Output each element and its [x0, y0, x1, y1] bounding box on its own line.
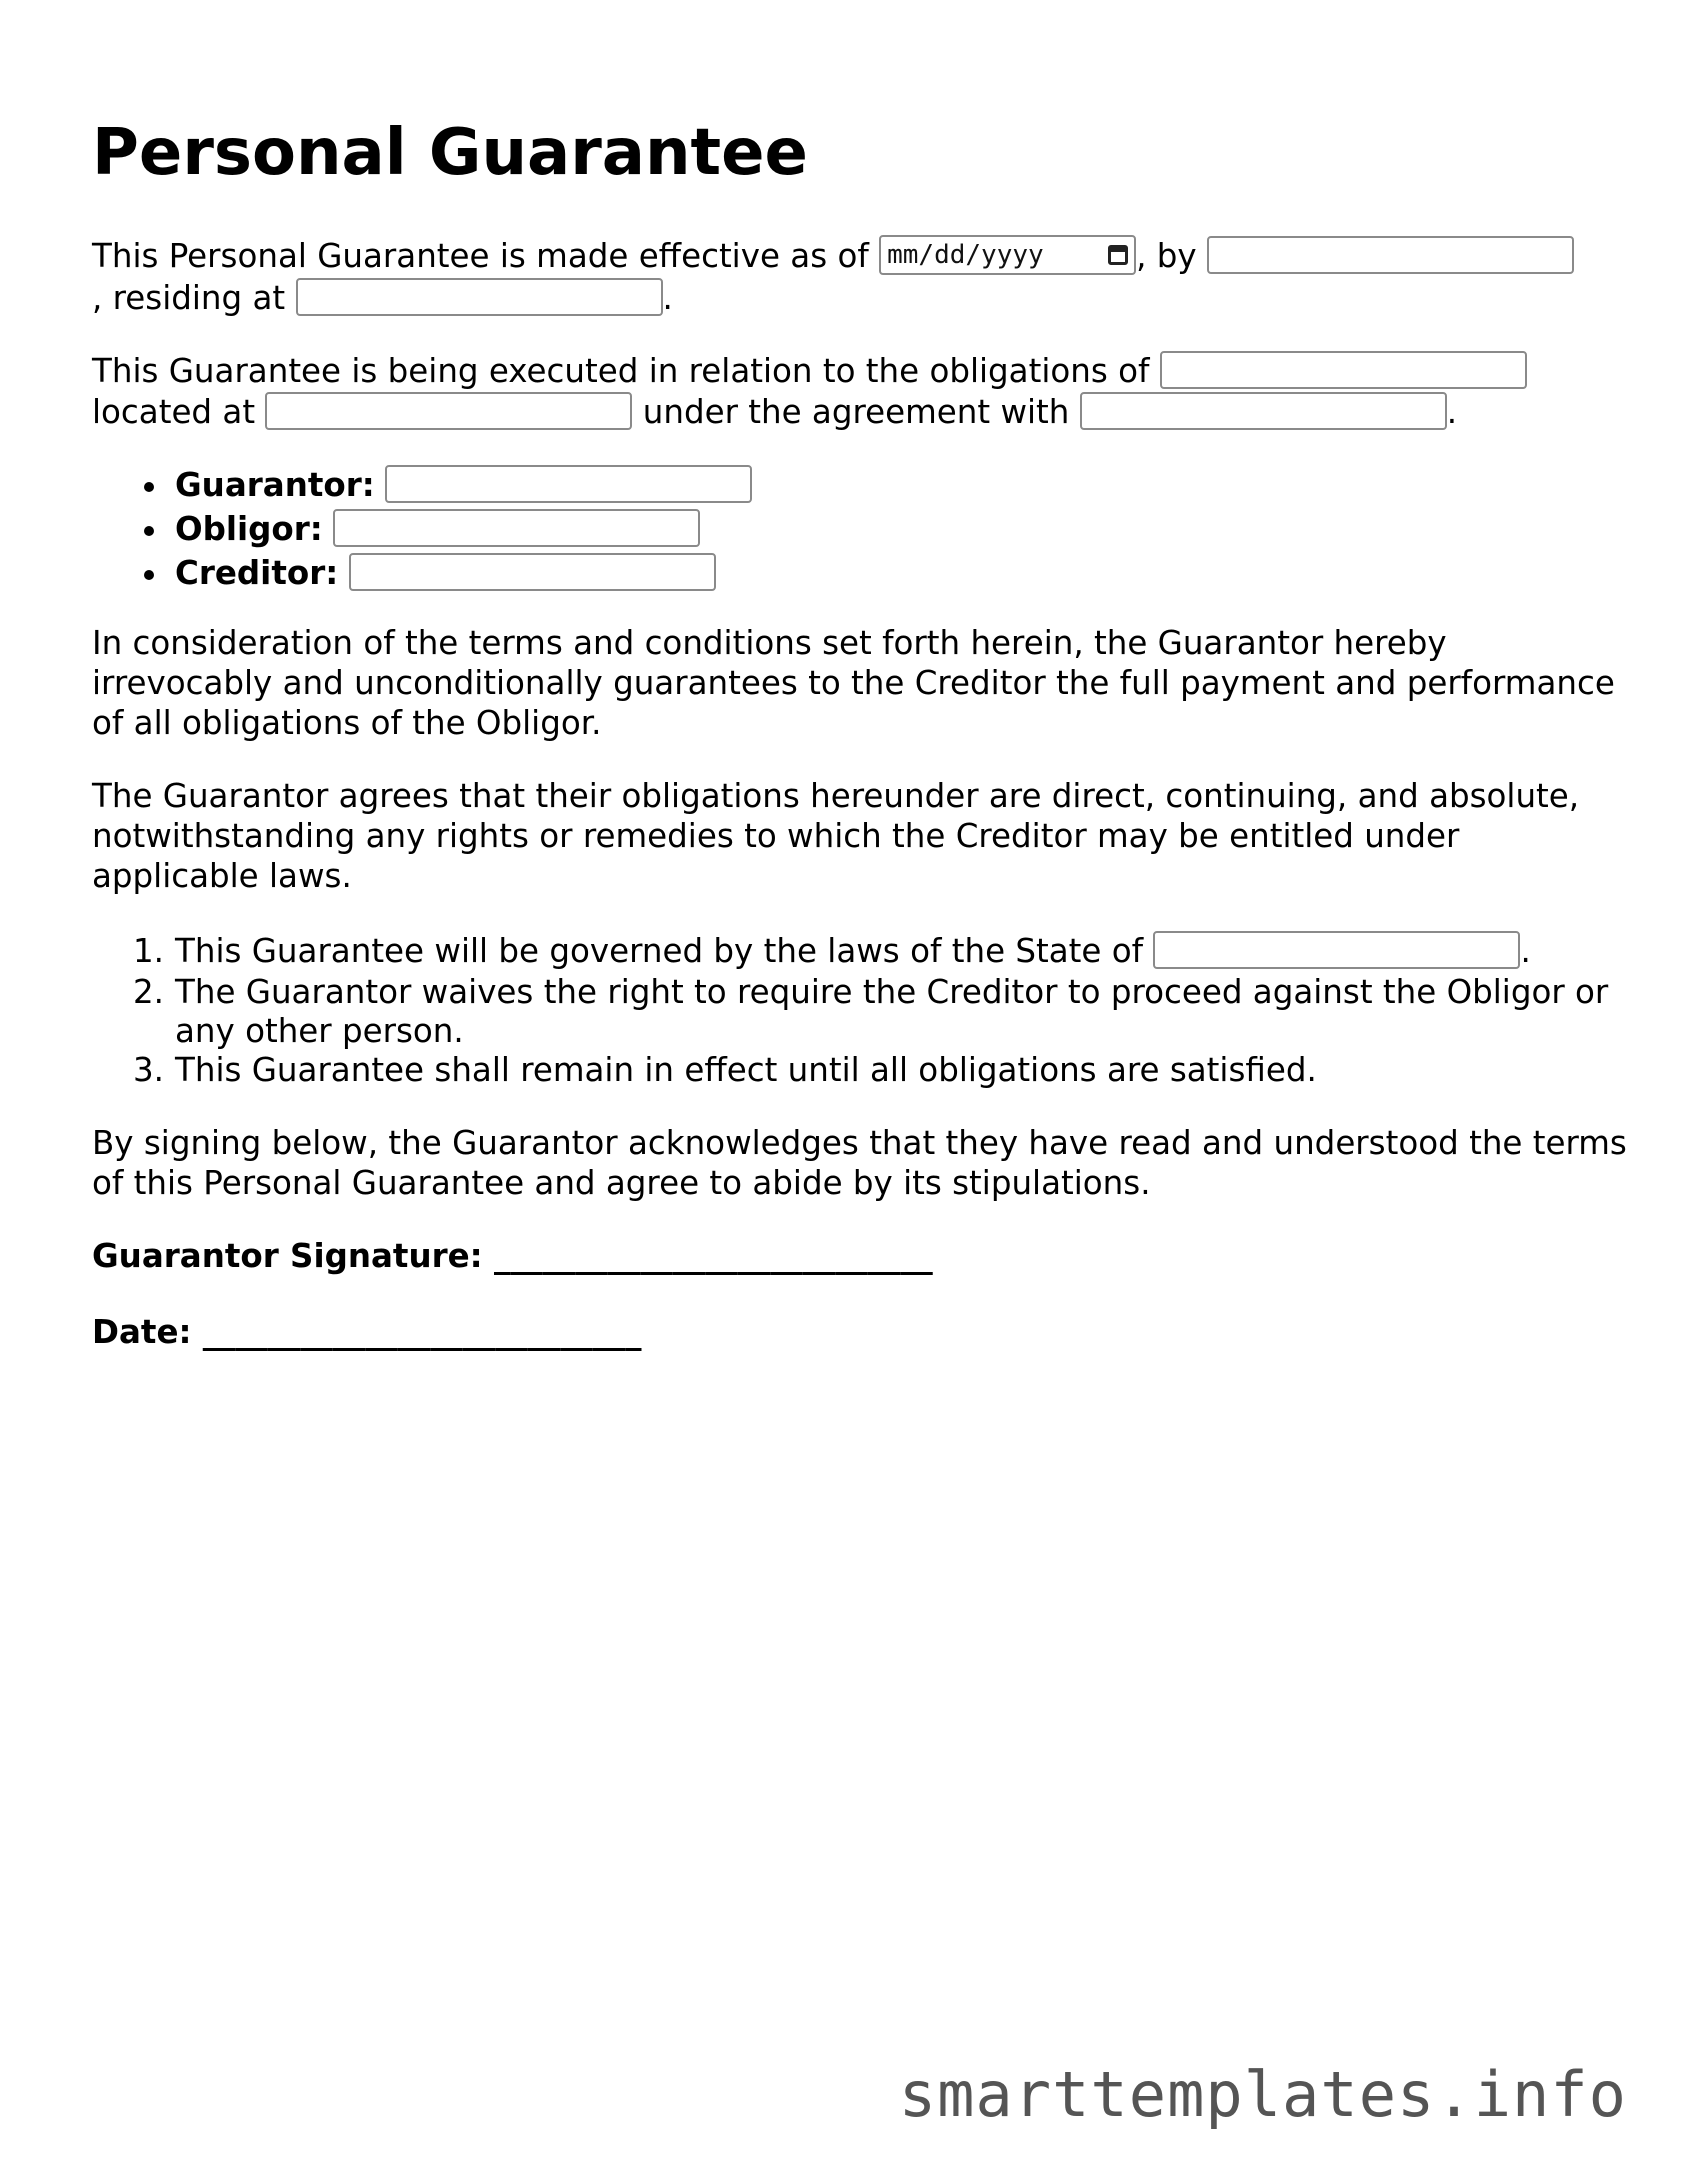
- list-item: [175, 551, 1632, 595]
- relation-text-1: This Guarantee is being executed in relation to the obligations of: [92, 352, 1150, 391]
- obligor-input[interactable]: [333, 509, 700, 547]
- guarantor-input[interactable]: [385, 465, 752, 503]
- guarantor-label: Guarantor:: [175, 466, 375, 505]
- obligor-label: Obligor:: [175, 510, 323, 549]
- creditor-agreement-input[interactable]: [1080, 392, 1447, 430]
- date-line: Date: ___________________________: [92, 1313, 642, 1352]
- page-title: Personal Guarantee: [92, 116, 808, 190]
- list-item: [133, 973, 1632, 1051]
- terms-list: [92, 929, 1632, 1090]
- term-text: The Guarantor waives the right to require the Creditor to proceed against the Obligor or any other person.: [175, 973, 1609, 1051]
- guarantor-signature-line: Guarantor Signature: ___________________________: [92, 1237, 933, 1276]
- term-number: 2.: [133, 973, 165, 1012]
- term-number: 1.: [133, 932, 165, 971]
- document-page: [92, 0, 1632, 1388]
- list-item: [175, 463, 1632, 507]
- creditor-label: Creditor:: [175, 554, 339, 593]
- intro-paragraph: [92, 236, 1632, 319]
- acknowledgement-paragraph: By signing below, the Guarantor acknowledges that they have read and understood the terms of this Personal Guarantee and agree to abide by its stipulations.: [92, 1124, 1627, 1203]
- guarantor-address-input[interactable]: [296, 278, 663, 316]
- relation-text-2: located at: [92, 393, 256, 432]
- calendar-icon[interactable]: [1108, 245, 1128, 265]
- parties-list: [92, 463, 1632, 595]
- relation-paragraph: [92, 351, 1632, 433]
- watermark: smarttemplates.info: [898, 2058, 1627, 2131]
- list-item: [133, 1051, 1632, 1090]
- term-suffix: .: [1520, 932, 1531, 971]
- term-text: This Guarantee will be governed by the laws of the State of: [175, 932, 1144, 971]
- consideration-paragraph: In consideration of the terms and conditions set forth herein, the Guarantor hereby irrevocably and unconditionally guarantees to the Creditor the full payment and performance of all obligations of the Obligor.: [92, 624, 1615, 743]
- effective-date-input[interactable]: [879, 235, 1136, 275]
- list-item: [175, 507, 1632, 551]
- intro-text-2: , by: [1136, 237, 1197, 276]
- list-item: [133, 929, 1632, 973]
- term-text: This Guarantee shall remain in effect until all obligations are satisfied.: [175, 1051, 1317, 1090]
- relation-text-3: under the agreement with: [642, 393, 1070, 432]
- intro-text-1: This Personal Guarantee is made effective as of: [92, 237, 869, 276]
- term-number: 3.: [133, 1051, 165, 1090]
- obligations-paragraph: The Guarantor agrees that their obligations hereunder are direct, continuing, and absolute, notwithstanding any rights or remedies to which the Creditor may be entitled under applicable laws.: [92, 777, 1580, 896]
- intro-text-3: , residing at: [92, 279, 286, 318]
- creditor-input[interactable]: [349, 553, 716, 591]
- governing-state-input[interactable]: [1153, 931, 1520, 969]
- relation-text-4: .: [1446, 393, 1458, 432]
- obligor-location-input[interactable]: [265, 392, 632, 430]
- obligor-name-input[interactable]: [1160, 351, 1527, 389]
- date-placeholder: mm/dd/yyyy: [887, 240, 1044, 271]
- guarantor-name-input[interactable]: [1207, 236, 1574, 274]
- intro-text-4: .: [662, 279, 673, 318]
